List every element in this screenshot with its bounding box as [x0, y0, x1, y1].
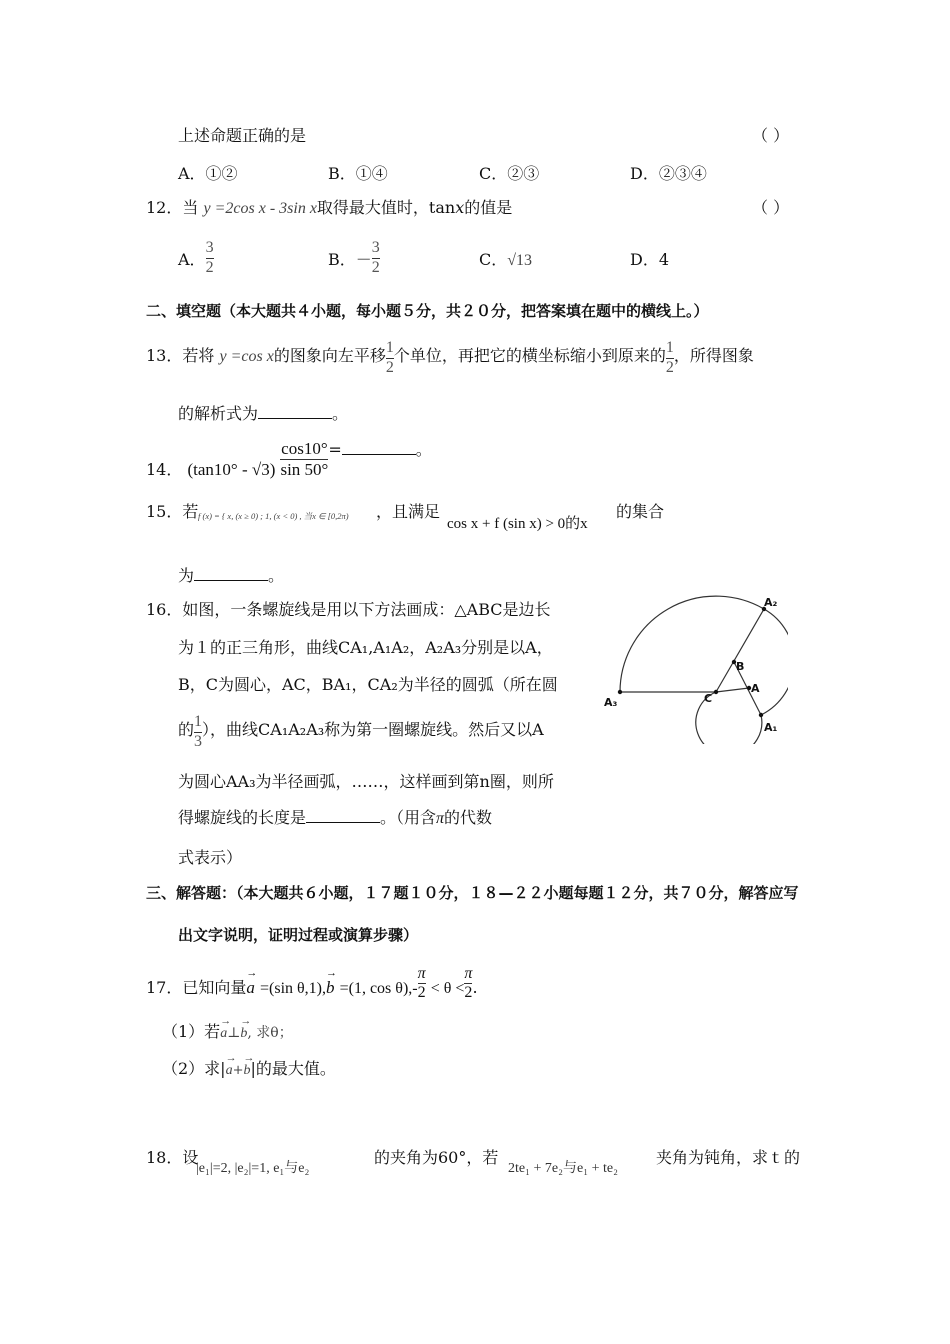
- label-a2: A₂: [764, 596, 778, 609]
- q12-option-c: [479, 252, 532, 269]
- q18-text2: 的夹角为60°，若: [374, 1148, 499, 1167]
- q11-option-c: C．②③: [479, 164, 540, 183]
- q17-part2: [162, 1061, 336, 1078]
- q13-answer-blank[interactable]: [258, 404, 332, 419]
- q12-pre: 当: [182, 198, 199, 217]
- q14-left-expr: (tan10° - √3): [187, 459, 276, 479]
- label-a3: A₃: [604, 696, 618, 709]
- q16-line1-text: 如图，一条螺旋线是用以下方法画成：△ABC是边长: [182, 600, 551, 619]
- q16-line6: [178, 808, 492, 827]
- q16-fraction: [194, 714, 202, 751]
- q15-text1: 若: [182, 502, 199, 521]
- q17-plus: +: [232, 1063, 244, 1078]
- q16-line4-b: ），曲线CA₁A₂A₃称为第一圈螺旋线。然后又以A: [202, 719, 544, 739]
- numerator: π: [464, 965, 473, 982]
- q17-part2-c: |的最大值。: [250, 1059, 336, 1078]
- q13-fraction-2: [666, 340, 674, 377]
- q15-text3: 的集合: [616, 502, 665, 521]
- q12-option-a-label: A．: [178, 249, 206, 269]
- q18-expression: 2te₁ + 7e₂与e₁ + te₂: [508, 1161, 618, 1176]
- section-3-heading-line1: 三、解答题：（本大题共６小题，１７题１０分，１８—２２小题每题１２分，共７０分，解答应写: [146, 884, 799, 902]
- q12-option-d: D．4: [630, 250, 670, 269]
- q17-formula-b: =(1, cos θ),-: [339, 980, 418, 998]
- q14-line: [146, 440, 432, 479]
- denominator: 2: [371, 258, 380, 276]
- spiral-figure: [598, 592, 788, 744]
- q12-post2: 的值是: [464, 198, 513, 217]
- vector-b: → b: [240, 1027, 247, 1041]
- q12-post: 取得最大值时，tan: [316, 198, 456, 217]
- numerator: π: [417, 965, 426, 982]
- q17-inequality: < θ <: [430, 980, 465, 998]
- q17-number: 17．: [146, 978, 183, 998]
- vector-a: → a: [220, 1027, 227, 1041]
- q15-text2: ，且满足: [376, 502, 441, 521]
- q13-end: 。: [332, 404, 349, 423]
- numerator: 1: [194, 713, 203, 730]
- q11-stem: 上述命题正确的是: [178, 126, 307, 145]
- q13-fraction-1: [386, 340, 394, 377]
- q16-number: 16．: [146, 600, 183, 619]
- q12-option-c-value: √13: [507, 252, 533, 269]
- vector-b: → b: [326, 979, 335, 996]
- q11-answer-bracket: （ ）: [752, 126, 790, 145]
- q16-line2: 为１的正三角形，曲线CA₁,A₁A₂，A₂A₃分别是以A，: [178, 638, 553, 657]
- q12-formula: y =2cos x - 3sin x: [203, 200, 317, 217]
- q16-line7: 式表示）: [178, 848, 243, 867]
- label-a: A: [751, 682, 760, 695]
- q13-text1: 若将: [182, 345, 215, 365]
- q11-option-a: A．①②: [178, 164, 238, 183]
- q17-part2-a: （2）求|: [162, 1059, 226, 1078]
- q11-option-d: D．②③④: [630, 164, 707, 183]
- q15-line1: [146, 504, 198, 520]
- q15-number: 15．: [146, 502, 183, 521]
- section-3-heading-line2: 出文字说明，证明过程或演算步骤）: [178, 926, 419, 944]
- q16-line4: [178, 714, 544, 751]
- denominator: 2: [417, 984, 426, 1001]
- numerator: 1: [665, 339, 674, 356]
- q17-part1: [162, 1024, 293, 1041]
- q16-line4-a: 的: [178, 719, 195, 739]
- q12-var: x: [455, 198, 465, 217]
- q12-option-b-label: B．－: [328, 249, 372, 269]
- q17-perp: ⊥: [227, 1025, 241, 1041]
- q16-answer-blank[interactable]: [306, 808, 380, 823]
- q14-answer-blank[interactable]: [342, 440, 416, 455]
- q17-part1-c: , 求θ；: [247, 1025, 293, 1041]
- q13-line2: [178, 404, 348, 422]
- q12-option-a-fraction: [206, 240, 214, 277]
- denominator: 3: [194, 732, 203, 750]
- denominator: 2: [205, 258, 214, 276]
- section-2-heading: 二、填空题（本大题共４小题，每小题５分，共２０分，把答案填在题中的横线上。）: [146, 302, 709, 320]
- q15-line2: [178, 566, 284, 584]
- denominator: 2: [385, 358, 394, 376]
- point-c: [714, 690, 718, 694]
- q16-line6-c: 的代数: [444, 808, 493, 827]
- q17-end: .: [472, 978, 478, 998]
- q13-text3: 个单位，再把它的横坐标缩小到原来的: [393, 345, 666, 365]
- q18-text3: 夹角为钝角，求ｔ的: [656, 1148, 801, 1167]
- q11-option-b: B．①④: [328, 164, 388, 183]
- denominator: 2: [665, 358, 674, 376]
- q18-number: 18．: [146, 1148, 183, 1167]
- segment-c-a2: [716, 609, 764, 692]
- point-a3: [618, 690, 622, 694]
- q18-text1: 设: [182, 1148, 199, 1167]
- q14-number: 14．: [146, 459, 183, 479]
- q15-answer-blank[interactable]: [194, 566, 268, 581]
- q16-line3: B，C为圆心，AC，BA₁，CA₂为半径的圆弧（所在圆: [178, 675, 558, 694]
- q16-line6-a: 得螺旋线的长度是: [178, 808, 307, 827]
- q18-line1: [146, 1150, 198, 1166]
- numerator: 1: [385, 339, 394, 356]
- q12-option-a: [178, 240, 214, 277]
- q17-line1: [146, 966, 478, 1002]
- segment-c-a: [716, 688, 749, 692]
- q13-formula: y =cos x: [219, 347, 274, 365]
- q18-condition: |e₁|=2, |e₂|=1, e₁与e₂: [196, 1161, 310, 1176]
- q13-line1: [146, 340, 754, 377]
- label-b: B: [736, 660, 745, 673]
- q17-part1-a: （1）若: [162, 1022, 221, 1041]
- q14-fraction: [280, 440, 328, 479]
- q13-text2: 的图象向左平移: [273, 345, 386, 365]
- q12-option-c-label: C．: [479, 250, 508, 269]
- q16-pi: π: [436, 810, 445, 827]
- numerator: 3: [205, 239, 214, 256]
- label-a1: A₁: [764, 721, 778, 734]
- q15-line2-text: 为: [178, 566, 195, 585]
- q17-text1: 已知向量: [182, 978, 247, 998]
- q16-line1: [146, 602, 551, 618]
- denominator: 2: [464, 984, 473, 1001]
- q13-text4: ，所得图象: [673, 345, 754, 365]
- q12-answer-bracket: （ ）: [752, 198, 790, 217]
- q15-piecewise: f (x) = { x, (x ≥ 0) ; 1, (x < 0) , 当x ∈ [0,2π): [198, 511, 349, 521]
- q13-line2-text: 的解析式为: [178, 404, 259, 423]
- q16-line6-b: 。（用含: [380, 808, 437, 827]
- q14-equals: =: [328, 439, 342, 459]
- q16-line5: 为圆心AA₃为半径画弧，……，这样画到第n圈，则所: [178, 772, 554, 791]
- q17-formula-a: =(sin θ,1),: [259, 980, 326, 998]
- numerator: 3: [371, 239, 380, 256]
- q15-end: 。: [268, 566, 285, 585]
- label-c: C: [704, 692, 713, 705]
- vector-a: → a: [246, 979, 255, 996]
- q12-option-b: [328, 240, 380, 277]
- q12-number: 12．: [146, 198, 183, 217]
- q15-condition: cos x + f (sin x) > 0的x: [447, 516, 588, 532]
- vector-a: → a: [226, 1064, 233, 1078]
- numerator: cos10°: [281, 439, 328, 458]
- q17-fraction-1: [418, 966, 426, 1002]
- q13-number: 13．: [146, 345, 183, 365]
- vector-b: → b: [243, 1064, 250, 1078]
- arc-a1-a2: [761, 609, 788, 715]
- point-a1: [759, 713, 763, 717]
- q14-end: 。: [415, 439, 432, 459]
- q12-option-b-fraction: [372, 240, 380, 277]
- q12-stem: [146, 200, 512, 217]
- denominator: sin 50°: [280, 459, 329, 479]
